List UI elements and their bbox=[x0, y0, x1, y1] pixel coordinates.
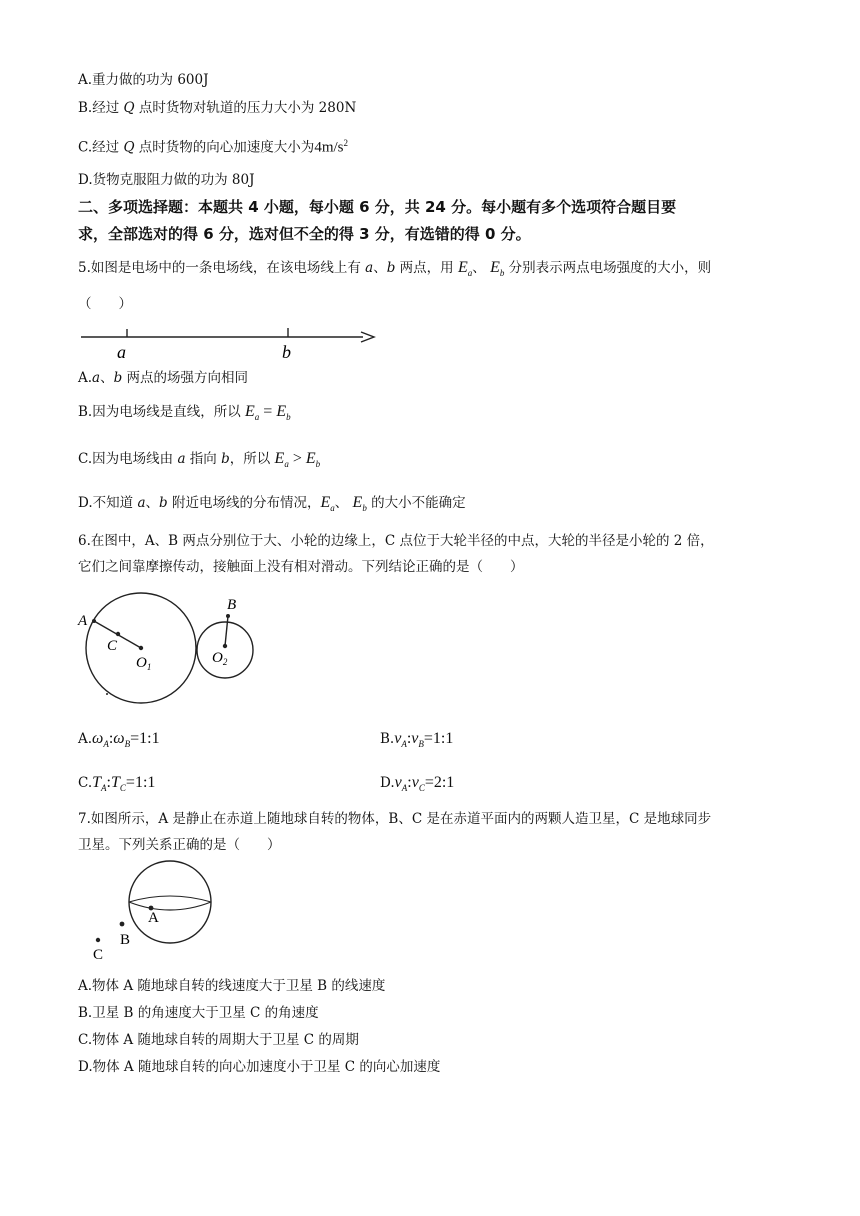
point-O2 bbox=[223, 644, 227, 648]
point-B bbox=[226, 614, 230, 618]
q5-optC-pre: C.因为电场线由 bbox=[78, 451, 178, 467]
q5-option-a bbox=[78, 369, 248, 387]
q5-optD-sep2: 、 bbox=[334, 495, 349, 511]
q4-option-c-var: Q bbox=[123, 139, 135, 156]
q6-stem-line2: 它们之间靠摩擦传动，接触面上没有相对滑动。下列结论正确的是（ ） bbox=[78, 559, 524, 575]
fig-label-C: C bbox=[93, 947, 104, 963]
q7-earth-figure bbox=[84, 860, 224, 966]
fig-label-O2: $O_2$ bbox=[212, 650, 228, 667]
q5-sep: 、 bbox=[373, 260, 387, 276]
q7-stem-line2: 卫星。下列关系正确的是（ ） bbox=[78, 837, 281, 853]
q4-option-c bbox=[78, 134, 348, 157]
q5-optA-sep: 、 bbox=[100, 370, 114, 386]
q5-optB-pre: B.因为电场线是直线，所以 bbox=[78, 404, 246, 420]
q5-optC-b: b bbox=[221, 451, 230, 467]
q5-optD-post: 的大小不能确定 bbox=[366, 495, 466, 511]
q5-optC-ineq: $E_a > E_b$ bbox=[274, 450, 321, 470]
q4-option-b-pre: B.经过 bbox=[78, 100, 124, 116]
q7-option-b: B.卫星 B 的角速度大于卫星 C 的角速度 bbox=[78, 1005, 319, 1021]
q5-Ea: $E_a$ bbox=[457, 259, 473, 279]
q5-field-line-figure bbox=[78, 322, 378, 364]
point-C bbox=[116, 632, 120, 636]
q5-optA-a: a bbox=[92, 370, 101, 386]
q6-wheels-figure bbox=[74, 588, 294, 708]
fig-label-C: C bbox=[107, 638, 118, 654]
fig-label-A: A bbox=[78, 613, 88, 629]
q5-stem-pre: 5.如图是电场中的一条电场线，在该电场线上有 bbox=[78, 260, 366, 276]
q6-option-d: $D.v_A:v_C=2:1$ bbox=[380, 774, 455, 794]
q5-optC-post: ，所以 bbox=[229, 451, 275, 467]
section-heading-line2: 求，全部选对的得 6 分，选对但不全的得 3 分，有选错的得 0 分。 bbox=[78, 225, 531, 243]
q4-option-c-exp: 2 bbox=[343, 138, 348, 148]
q7-stem-line1: 7.如图所示，A 是静止在赤道上随地球自转的物体，B、C 是在赤道平面内的两颗人造卫星，C 是地球同步 bbox=[78, 811, 712, 827]
equator-back bbox=[129, 896, 211, 902]
q6-option-a: $A.\omega_A:\omega_B=1:1$ bbox=[78, 730, 160, 750]
q5-optD-sep: 、 bbox=[145, 495, 159, 511]
q5-stem-post: 分别表示两点电场强度的大小，则 bbox=[504, 260, 712, 276]
q4-option-b bbox=[78, 99, 356, 117]
point-C bbox=[96, 938, 100, 942]
q5-optD-Ea: $E_a$ bbox=[320, 494, 335, 514]
point-B bbox=[120, 922, 125, 927]
q5-stem-mid: 两点，用 bbox=[395, 260, 458, 276]
q5-optA-pre: A. bbox=[78, 370, 93, 386]
q6-stem-line1: 6.在图中，A、B 两点分别位于大、小轮的边缘上，C 点位于大轮半径的中点，大轮的半径是小轮的 2 倍， bbox=[78, 533, 714, 549]
dot-mark bbox=[106, 693, 108, 695]
q5-var-b: b bbox=[386, 260, 396, 276]
q4-option-c-pre: C.经过 bbox=[78, 139, 124, 156]
section-heading-line1: 二、多项选择题：本题共 4 小题，每小题 6 分，共 24 分。每小题有多个选项符合题目要 bbox=[78, 198, 677, 216]
q5-option-d bbox=[78, 494, 466, 517]
small-wheel bbox=[197, 622, 253, 678]
q5-optD-mid: 附近电场线的分布情况， bbox=[167, 495, 321, 511]
q4-option-c-post: 点时货物的向心加速度大小为 bbox=[134, 139, 315, 156]
q4-option-b-post: 点时货物对轨道的压力大小为 280N bbox=[134, 100, 357, 116]
fig-label-B: B bbox=[227, 597, 237, 613]
q5-optA-post: 两点的场强方向相同 bbox=[122, 370, 249, 386]
q6-option-c: $C.T_A:T_C=1:1$ bbox=[78, 774, 156, 794]
fig-label-A: A bbox=[148, 910, 159, 926]
small-radius bbox=[225, 616, 228, 646]
q5-optD-Eb: $E_b$ bbox=[352, 494, 367, 514]
q4-option-d: D.货物克服阻力做的功为 80J bbox=[78, 172, 255, 188]
q5-optB-eq: $E_a = E_b$ bbox=[245, 403, 291, 423]
q7-option-a: A.物体 A 随地球自转的线速度大于卫星 B 的线速度 bbox=[78, 978, 386, 994]
point-A bbox=[92, 619, 96, 623]
q5-sep2: 、 bbox=[472, 260, 486, 276]
q7-option-c: C.物体 A 随地球自转的周期大于卫星 C 的周期 bbox=[78, 1032, 359, 1048]
q6-option-b: $B.v_A:v_B=1:1$ bbox=[380, 730, 454, 750]
q7-option-d: D.物体 A 随地球自转的向心加速度小于卫星 C 的向心加速度 bbox=[78, 1059, 441, 1075]
q5-optD-pre: D.不知道 bbox=[78, 495, 138, 511]
point-O1 bbox=[139, 646, 143, 650]
q5-option-b bbox=[78, 403, 291, 426]
q4-option-c-value: 4m/s bbox=[314, 139, 344, 156]
fig-label-b: b bbox=[282, 342, 291, 362]
q5-optC-a: a bbox=[177, 451, 186, 467]
equator-front bbox=[129, 902, 211, 910]
q5-optA-b: b bbox=[113, 370, 123, 386]
q4-option-a: A.重力做的功为 600J bbox=[78, 72, 209, 88]
q5-var-a: a bbox=[365, 260, 374, 276]
q5-optC-mid: 指向 bbox=[185, 451, 222, 467]
fig-label-B: B bbox=[120, 932, 131, 948]
q4-option-b-var: Q bbox=[123, 100, 135, 116]
q5-stem-line2: （ ） bbox=[78, 296, 132, 312]
q5-optD-b: b bbox=[159, 495, 168, 511]
q5-optD-a: a bbox=[137, 495, 146, 511]
q5-Eb: $E_b$ bbox=[490, 259, 505, 279]
earth-sphere bbox=[129, 861, 211, 943]
fig-label-O1: $O_1$ bbox=[136, 655, 152, 672]
fig-label-a: a bbox=[117, 342, 126, 362]
q5-option-c bbox=[78, 450, 320, 473]
q5-stem-line1 bbox=[78, 259, 711, 282]
